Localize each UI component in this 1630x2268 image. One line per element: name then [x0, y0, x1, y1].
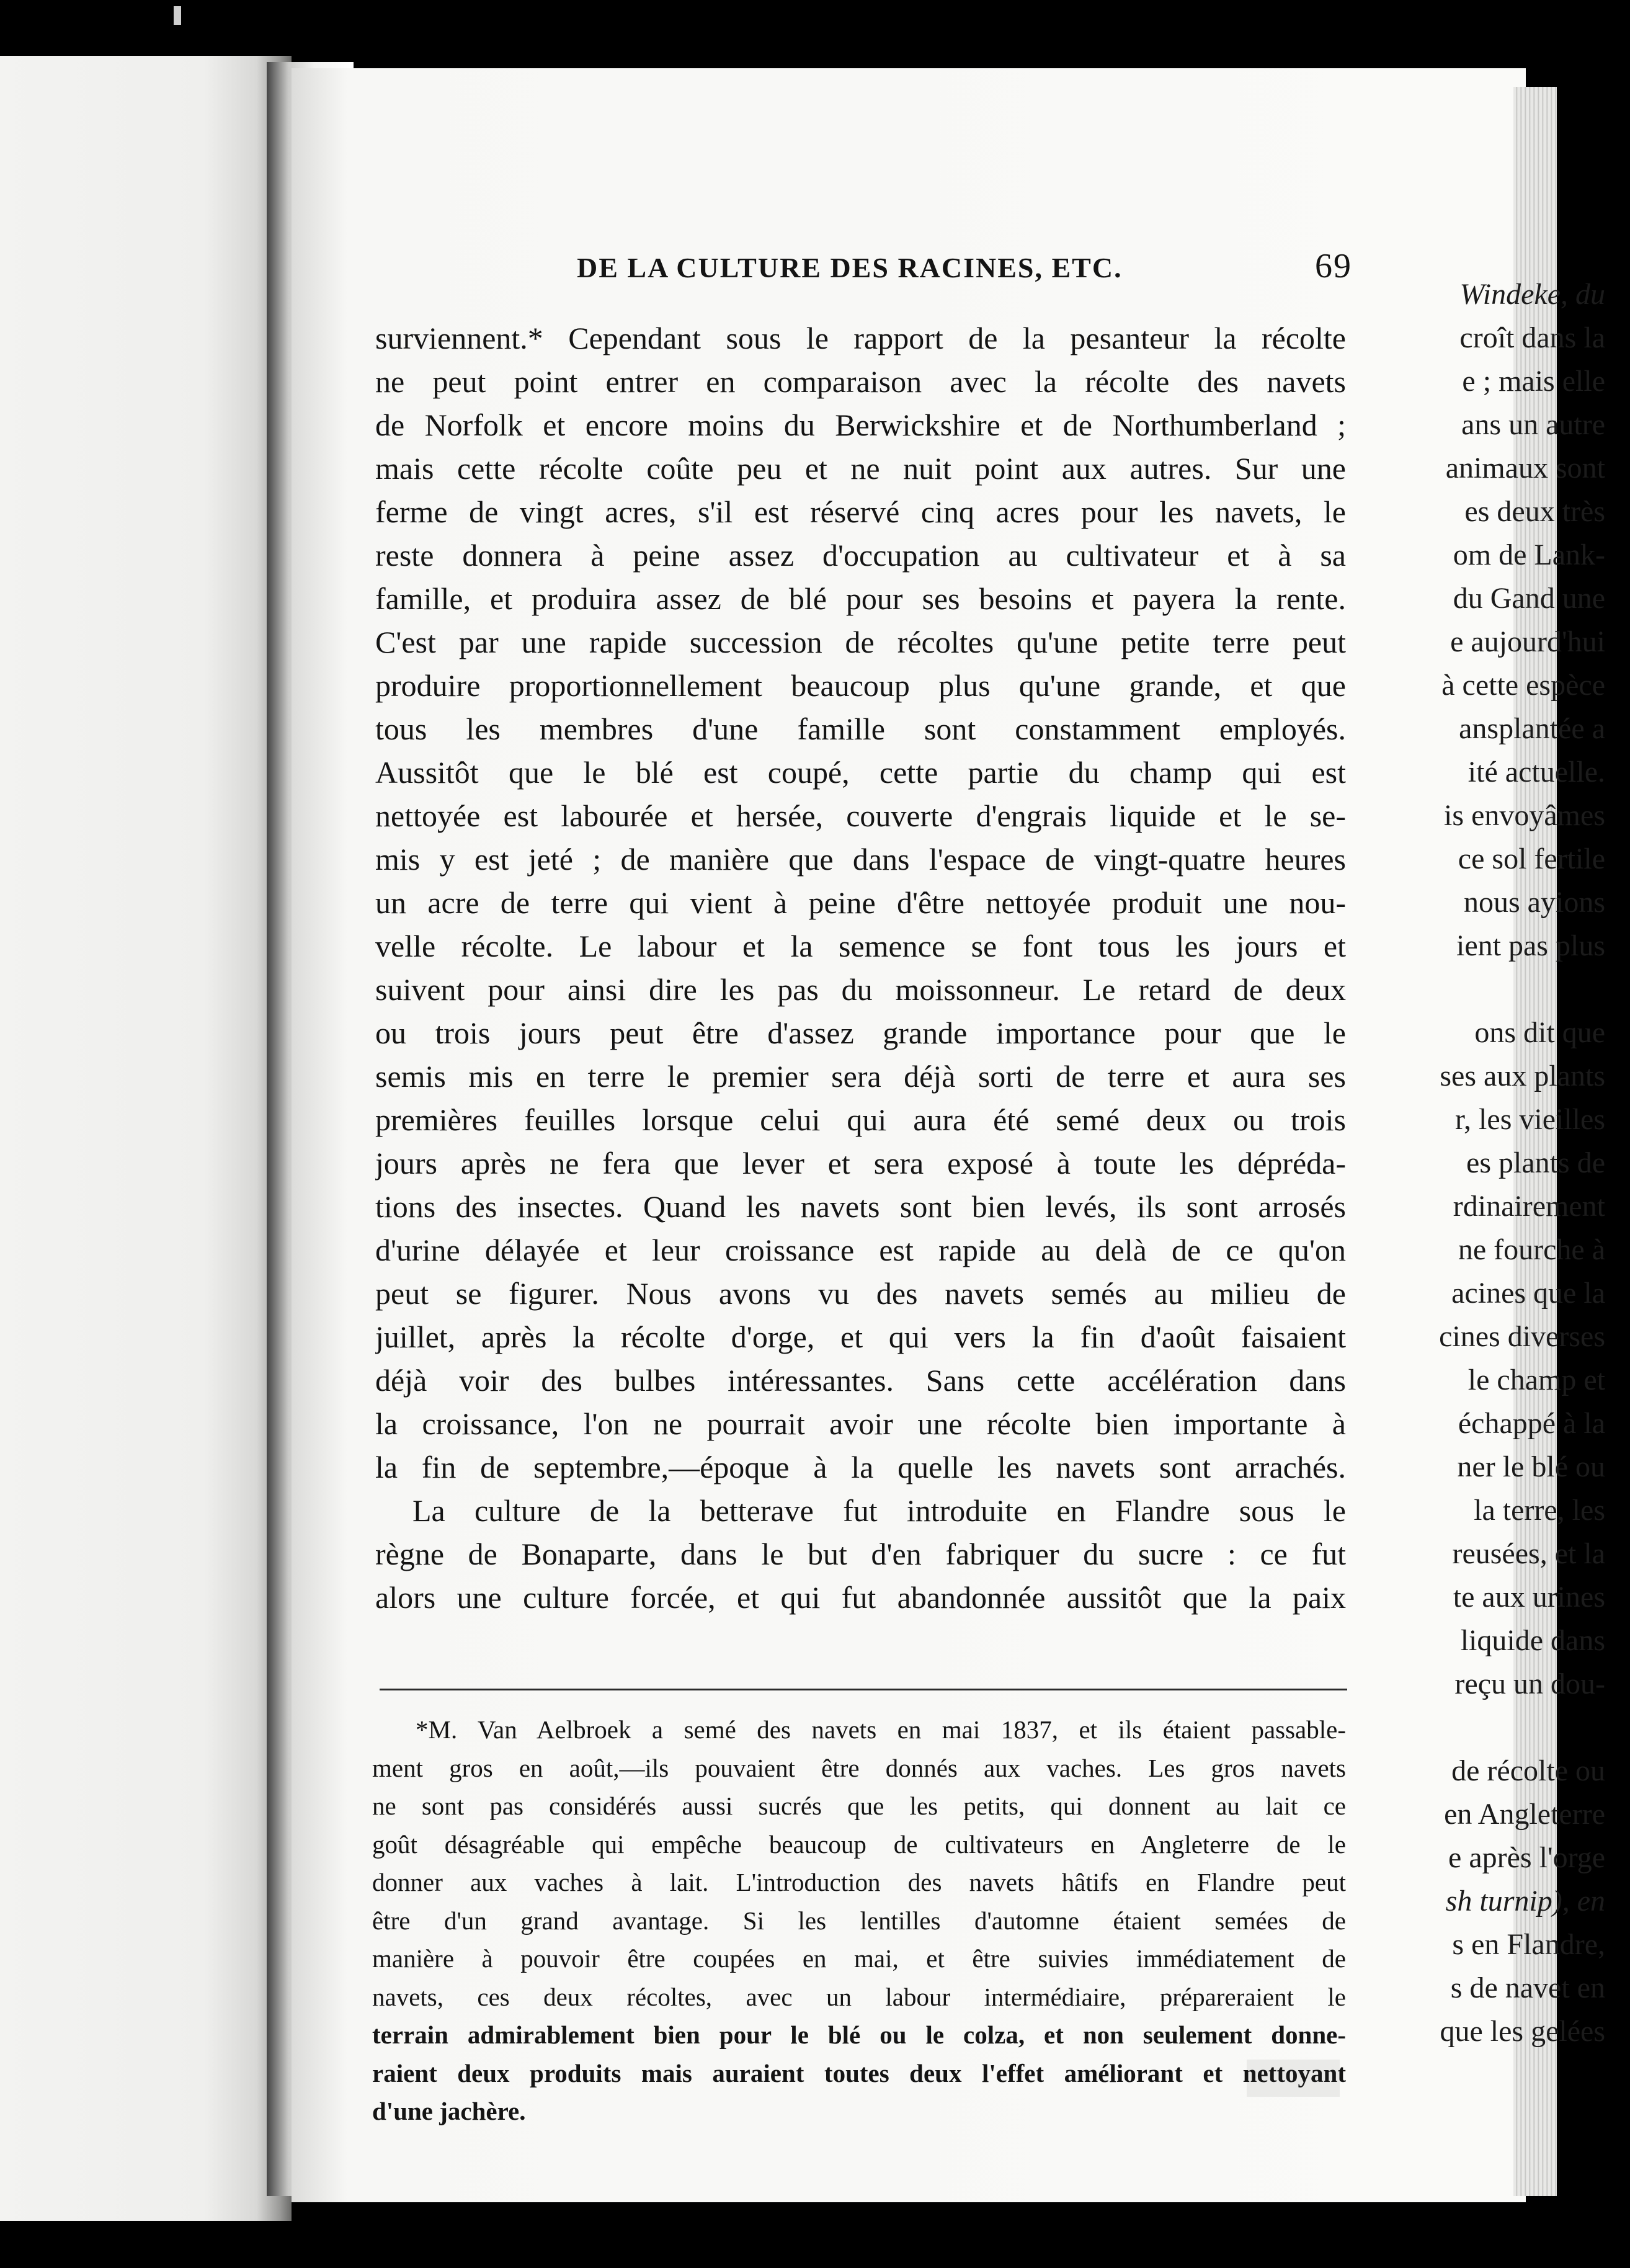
footnote-line: manière à pouvoir être coupées en mai, et être suivies immédiatement de	[372, 1944, 1346, 1973]
body-line: suivent pour ainsi dire les pas du moissonneur. Le retard de deux	[375, 972, 1346, 1007]
body-line: produire proportionnellement beaucoup plus qu'une grande, et que	[375, 668, 1346, 703]
left-page-line: om de Lank-	[1453, 538, 1605, 571]
body-line: ferme de vingt acres, s'il est réservé cinq acres pour les navets, le	[375, 494, 1346, 529]
body-text	[375, 316, 1346, 1619]
left-page-line: à cette espèce	[1441, 669, 1605, 702]
body-line: alors une culture forcée, et qui fut abandonnée aussitôt que la paix	[375, 1580, 1346, 1615]
left-page-line: liquide dans	[1460, 1624, 1605, 1657]
left-page-line: animaux sont	[1445, 452, 1605, 484]
body-line: nettoyée est labourée et hersée, couverte d'engrais liquide et le se-	[375, 798, 1346, 833]
left-page-text	[1338, 273, 1605, 2053]
body-line: jours après ne fera que lever et sera exposé à toute les dépréda-	[375, 1146, 1346, 1181]
body-line: velle récolte. Le labour et la semence se font tous les jours et	[375, 929, 1346, 963]
left-page-line: en Angleterre	[1444, 1798, 1605, 1831]
left-page-line: ons dit que	[1474, 1016, 1605, 1049]
left-page	[0, 56, 292, 2221]
left-page-line: nous ayions	[1464, 886, 1605, 919]
left-page-line: r, les vieilles	[1454, 1103, 1605, 1136]
left-page-line: échappé à la	[1458, 1407, 1605, 1440]
footnote	[372, 1711, 1346, 2131]
left-page-line: rdinairement	[1453, 1190, 1605, 1223]
footnote-line: goût désagréable qui empêche beaucoup de cultivateurs en Angleterre de le	[372, 1829, 1346, 1859]
footnote-line: être d'un grand avantage. Si les lentilles d'automne étaient semées de	[372, 1906, 1346, 1935]
left-page-line: Windeke, du	[1459, 278, 1605, 311]
body-line: tions des insectes. Quand les navets sont bien levés, ils sont arrosés	[375, 1189, 1346, 1224]
left-page-line: que les gelées	[1440, 2015, 1605, 2048]
footnote-line: raient deux produits mais auraient toutes deux l'effet améliorant et nettoyant	[372, 2058, 1346, 2087]
left-page-line: e après l'orge	[1448, 1841, 1605, 1874]
footnote-line: terrain admirablement bien pour le blé ou le colza, et non seulement donne-	[372, 2020, 1346, 2049]
left-page-line: reçu un dou-	[1454, 1668, 1605, 1700]
left-page-line: ne fourche à	[1458, 1233, 1605, 1266]
body-line: d'urine délayée et leur croissance est rapide au delà de ce qu'on	[375, 1233, 1346, 1267]
body-line: famille, et produira assez de blé pour ses besoins et payera la rente.	[375, 581, 1346, 616]
footnote-line: donner aux vaches à lait. L'introduction des navets hâtifs en Flandre peut	[372, 1868, 1346, 1896]
left-page-line: du Gand une	[1453, 582, 1605, 615]
left-page-line: e aujourd'hui	[1450, 625, 1605, 658]
body-line: tous les membres d'une famille sont constamment employés.	[375, 712, 1346, 746]
bleed-through	[1247, 2060, 1340, 2097]
body-line: la croissance, l'on ne pourrait avoir une récolte bien importante à	[375, 1406, 1346, 1441]
running-header	[577, 247, 1352, 295]
scan-mark	[174, 6, 181, 25]
left-page-line: ité actuelle.	[1467, 756, 1605, 788]
left-page-line	[1338, 1706, 1605, 1749]
body-line: La culture de la betterave fut introduite en Flandre sous le	[412, 1493, 1346, 1528]
left-page-line: ce sol fertile	[1458, 842, 1605, 875]
left-page-line: ansplantée a	[1459, 712, 1605, 745]
footnote-line: *M. Van Aelbroek a semé des navets en mai 1837, et ils étaient passable-	[416, 1715, 1346, 1744]
left-page-line: is envoyâmes	[1444, 799, 1605, 832]
body-line: semis mis en terre le premier sera déjà sorti de terre et aura ses	[375, 1059, 1346, 1094]
left-page-line: sh turnip), en	[1445, 1885, 1605, 1918]
left-page-line: de récolte ou	[1451, 1754, 1605, 1787]
left-page-line: ses aux plants	[1440, 1060, 1605, 1092]
body-line: règne de Bonaparte, dans le but d'en fabriquer du sucre : ce fut	[375, 1537, 1346, 1571]
body-line: déjà voir des bulbes intéressantes. Sans cette accélération dans	[375, 1363, 1346, 1398]
body-line: Aussitôt que le blé est coupé, cette partie du champ qui est	[375, 755, 1346, 790]
body-line: peut se figurer. Nous avons vu des navets semés au milieu de	[375, 1276, 1346, 1311]
footnote-rule	[380, 1689, 1347, 1690]
body-line: mais cette récolte coûte peu et ne nuit point aux autres. Sur une	[375, 451, 1346, 486]
footnote-line: ment gros en août,—ils pouvaient être donnés aux vaches. Les gros navets	[372, 1753, 1346, 1782]
left-page-line: reusées, et la	[1452, 1537, 1605, 1570]
left-page-line: cines diverses	[1439, 1320, 1605, 1353]
body-line: la fin de septembre,—époque à la quelle les navets sont arrachés.	[375, 1450, 1346, 1484]
left-page-line: acines que la	[1451, 1277, 1605, 1310]
left-page-line: la terre, les	[1474, 1494, 1605, 1527]
left-page-line	[1338, 968, 1605, 1011]
body-line: premières feuilles lorsque celui qui aura été semé deux ou trois	[375, 1102, 1346, 1137]
left-page-line: s en Flandre,	[1452, 1928, 1605, 1961]
left-page-line: ans un autre	[1461, 408, 1605, 441]
left-page-line: le champ et	[1467, 1364, 1605, 1396]
footnote-line: ne sont pas considérés aussi sucrés que les petits, qui donnent au lait ce	[372, 1792, 1346, 1820]
body-line: ou trois jours peut être d'assez grande importance pour que le	[375, 1016, 1346, 1050]
running-title: DE LA CULTURE DES RACINES, ETC.	[577, 252, 1123, 284]
left-page-line: croît dans la	[1459, 321, 1605, 354]
body-line: surviennent.* Cependant sous le rapport de la pesanteur la récolte	[375, 321, 1346, 355]
footnote-line: navets, ces deux récoltes, avec un labour intermédiaire, prépareraient le	[372, 1982, 1346, 2011]
left-page-line: ner le blé ou	[1457, 1450, 1605, 1483]
body-line: C'est par une rapide succession de récoltes qu'une petite terre peut	[375, 625, 1346, 659]
left-page-line: e ; mais elle	[1462, 365, 1605, 398]
left-page-line: te aux urines	[1453, 1581, 1605, 1614]
left-page-line: es deux très	[1464, 495, 1605, 528]
page-number: 69	[1315, 247, 1352, 285]
body-line: de Norfolk et encore moins du Berwickshire et de Northumberland ;	[375, 408, 1346, 442]
body-line: mis y est jeté ; de manière que dans l'espace de vingt-quatre heures	[375, 842, 1346, 877]
body-line: un acre de terre qui vient à peine d'être nettoyée produit une nou-	[375, 885, 1346, 920]
left-page-line: s de navet en	[1450, 1971, 1605, 2004]
footnote-line: d'une jachère.	[372, 2097, 526, 2125]
left-page-line: ient pas plus	[1456, 929, 1605, 962]
body-line: ne peut point entrer en comparaison avec la récolte des navets	[375, 364, 1346, 399]
left-page-line: es plants de	[1466, 1146, 1605, 1179]
body-line: reste donnera à peine assez d'occupation au cultivateur et à sa	[375, 538, 1346, 573]
body-line: juillet, après la récolte d'orge, et qui vers la fin d'août faisaient	[375, 1319, 1346, 1354]
